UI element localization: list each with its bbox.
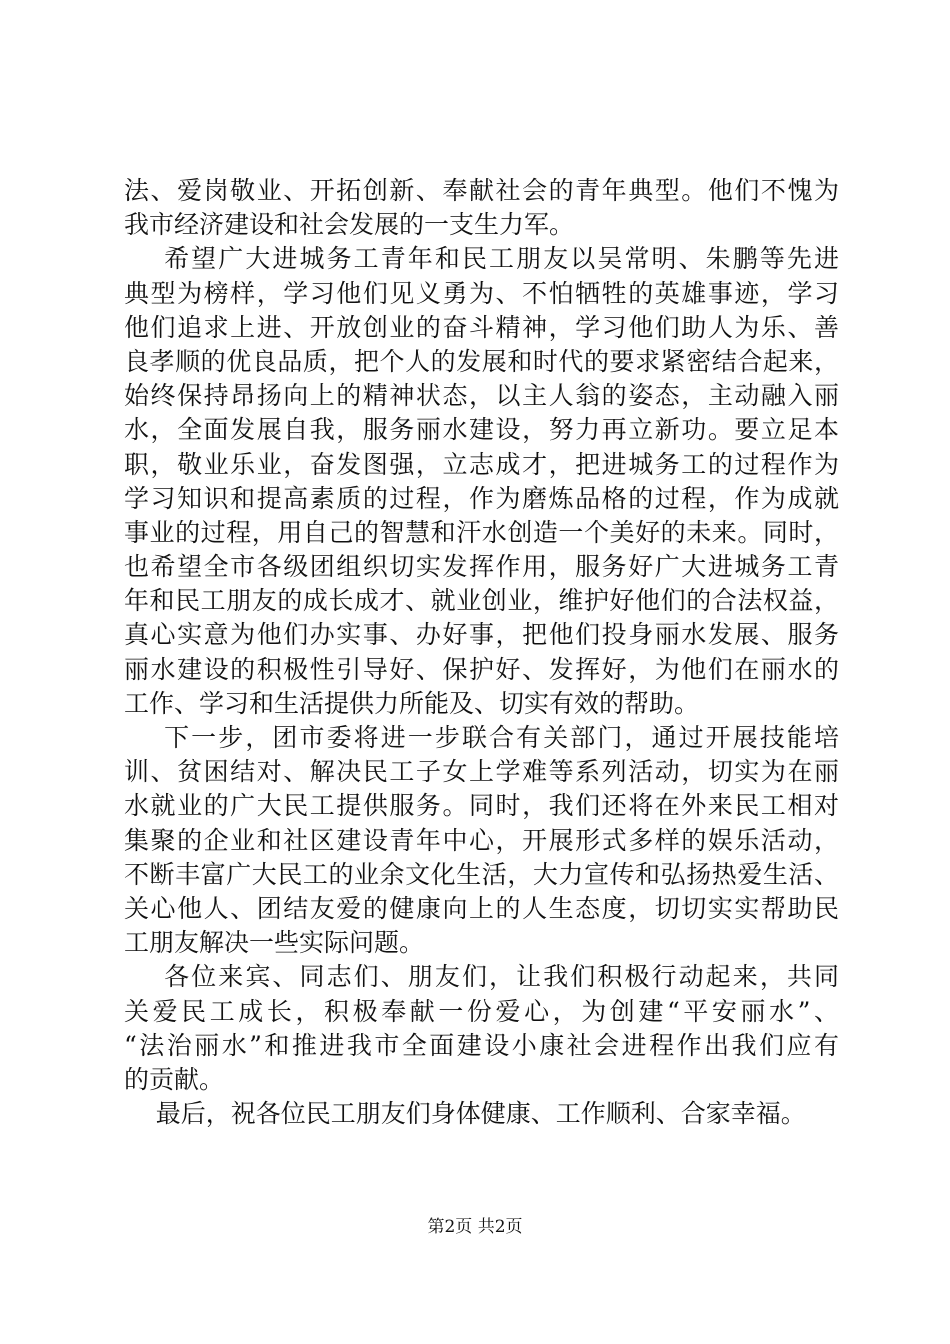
text-line: 我市经济建设和社会发展的一支生力军。 <box>124 210 575 240</box>
text-line: 良孝顺的优良品质，把个人的发展和时代的要求紧密结合起来， <box>124 346 839 376</box>
text-line: 训、贫困结对、解决民工子女上学难等系列活动，切实为在丽 <box>124 757 839 787</box>
text-line: 也希望全市各级团组织切实发挥作用，服务好广大进城务工青 <box>124 552 839 582</box>
text-line: 典型为榜样，学习他们见义勇为、不怕牺牲的英雄事迹，学习 <box>124 278 839 308</box>
text-line: 关心他人、团结友爱的健康向上的人生态度，切切实实帮助民 <box>124 893 839 923</box>
text-line: 工朋友解决一些实际问题。 <box>124 928 425 958</box>
text-line: 不断丰富广大民工的业余文化生活，大力宣传和弘扬热爱生活、 <box>124 859 839 889</box>
text-line: 水，全面发展自我，服务丽水建设，努力再立新功。要立足本 <box>124 415 839 445</box>
text-line: 真心实意为他们办实事、办好事，把他们投身丽水发展、服务 <box>124 620 839 650</box>
text-line: 他们追求上进、开放创业的奋斗精神，学习他们助人为乐、善 <box>124 312 839 342</box>
text-line: 下一步，团市委将进一步联合有关部门，通过开展技能培 <box>124 723 839 752</box>
text-line: 的贡献。 <box>124 1064 225 1094</box>
text-line: 最后，祝各位民工朋友们身体健康、工作顺利、合家幸福。 <box>124 1099 806 1129</box>
document-body <box>124 174 839 1131</box>
text-line: 始终保持昂扬向上的精神状态，以主人翁的姿态，主动融入丽 <box>124 381 839 411</box>
text-line: 各位来宾、同志们、朋友们，让我们积极行动起来，共同 <box>124 962 839 992</box>
page-footer: 第2页 共2页 <box>427 1217 523 1237</box>
text-line: “法治丽水”和推进我市全面建设小康社会进程作出我们应有 <box>124 1030 839 1060</box>
text-line: 职，敬业乐业，奋发图强，立志成才，把进城务工的过程作为 <box>124 449 839 479</box>
text-line: 丽水建设的积极性引导好、保护好、发挥好，为他们在丽水的 <box>124 654 839 684</box>
text-line: 希望广大进城务工青年和民工朋友以吴常明、朱鹏等先进 <box>124 244 839 274</box>
text-line: 水就业的广大民工提供服务。同时，我们还将在外来民工相对 <box>124 791 839 821</box>
text-line: 关爱民工成长，积极奉献一份爱心，为创建“平安丽水”、 <box>124 996 839 1026</box>
text-line: 法、爱岗敬业、开拓创新、奉献社会的青年典型。他们不愧为 <box>124 176 839 205</box>
text-line: 年和民工朋友的成长成才、就业创业，维护好他们的合法权益， <box>124 586 839 616</box>
text-line: 集聚的企业和社区建设青年中心，开展形式多样的娱乐活动， <box>124 825 839 855</box>
text-line: 工作、学习和生活提供力所能及、切实有效的帮助。 <box>124 688 700 718</box>
text-line: 事业的过程，用自己的智慧和汗水创造一个美好的未来。同时， <box>124 517 839 547</box>
text-line: 学习知识和提高素质的过程，作为磨炼品格的过程，作为成就 <box>124 483 839 513</box>
